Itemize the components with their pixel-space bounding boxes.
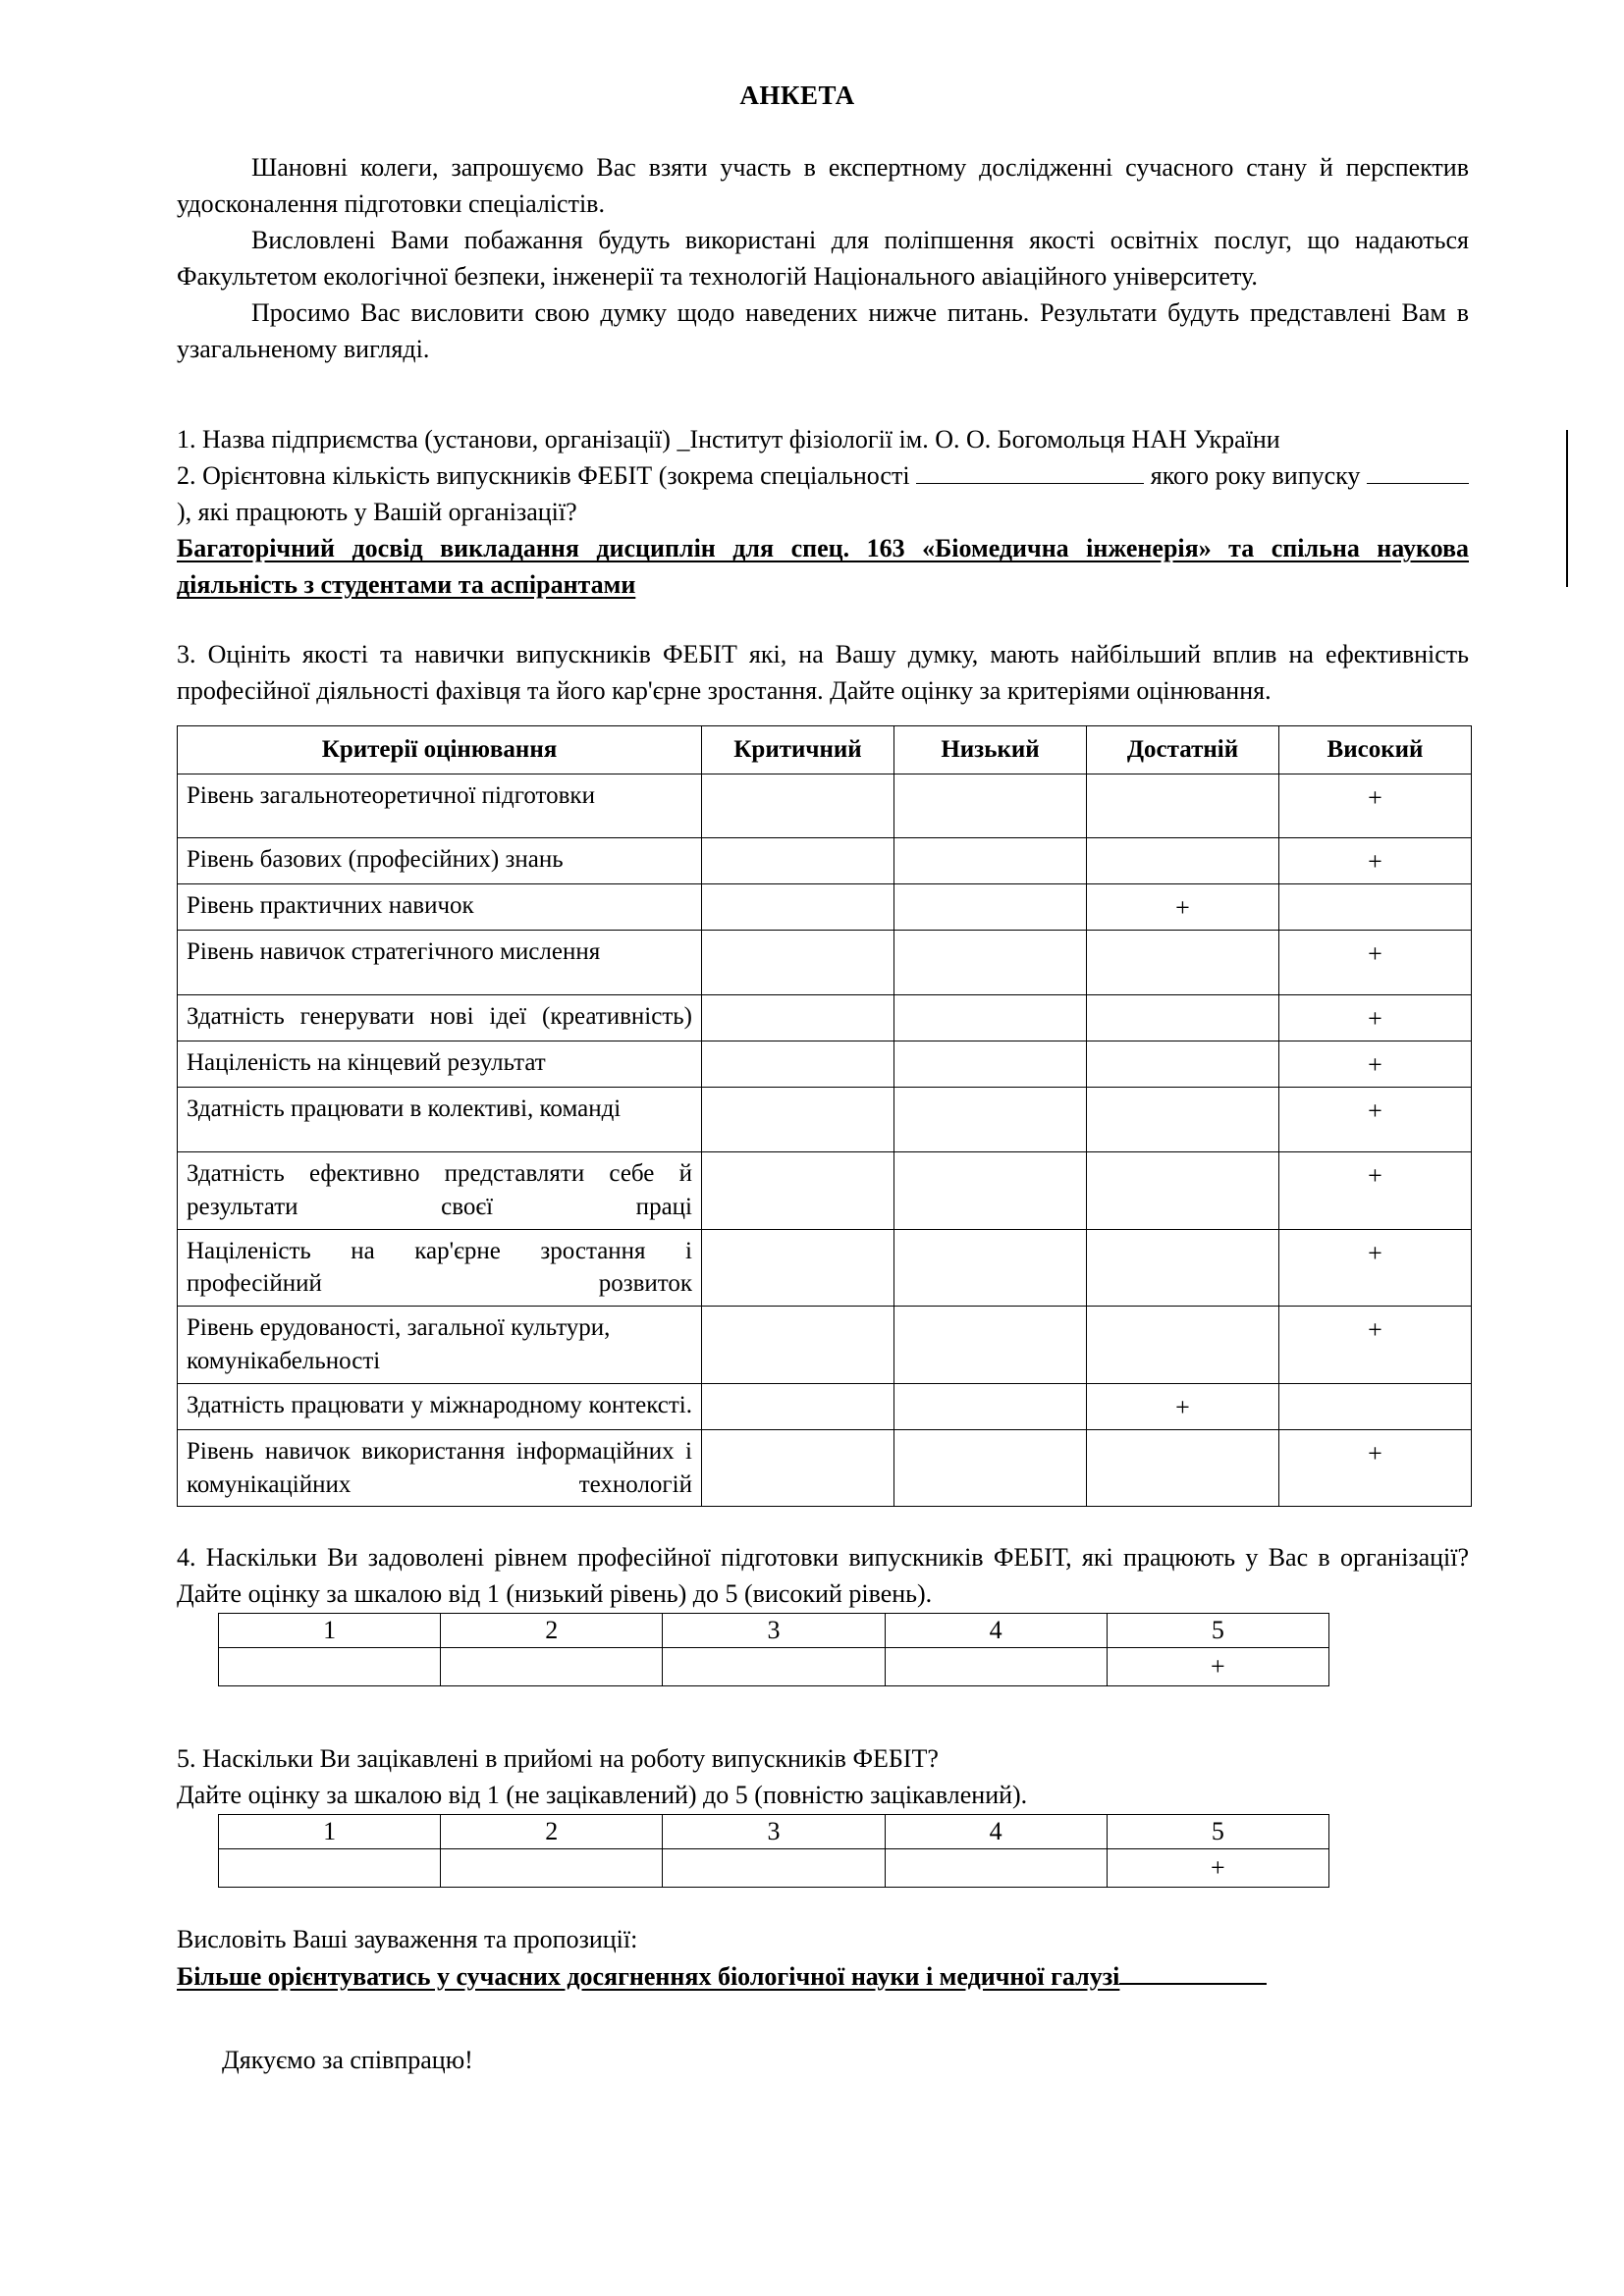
- rating-cell-sufficient[interactable]: +: [1087, 1383, 1279, 1429]
- table-row: [178, 884, 1472, 931]
- question-1-label: Назва підприємства (установи, організації): [202, 425, 671, 454]
- rating-cell-low[interactable]: [894, 1307, 1087, 1384]
- criterion-label: Здатність працювати в колективі, команді: [178, 1088, 702, 1152]
- closing-answer-row: [177, 1958, 1477, 1996]
- criterion-label: Рівень загальнотеоретичної підготовки: [178, 774, 702, 838]
- question-1-number: 1.: [177, 425, 196, 454]
- question-1-answer[interactable]: _Інститут фізіології ім. О. О. Богомольця НАН України: [677, 425, 1280, 454]
- criteria-table-body: [178, 774, 1472, 1507]
- column-header-low: Низький: [894, 725, 1087, 774]
- rating-cell-sufficient[interactable]: +: [1087, 884, 1279, 931]
- table-row: [178, 1307, 1472, 1384]
- rating-cell-critical[interactable]: [702, 838, 894, 884]
- scale-cell-4[interactable]: [885, 1848, 1107, 1887]
- scale-cell-3[interactable]: [663, 1848, 885, 1887]
- question-2: [177, 458, 1477, 531]
- question-2-text-part3: ), які працюють у Вашій організації?: [177, 498, 577, 527]
- rating-cell-sufficient[interactable]: [1087, 931, 1279, 995]
- criterion-label: Рівень базових (професійних) знань: [178, 838, 702, 884]
- rating-cell-low[interactable]: [894, 1088, 1087, 1152]
- question-5-scale-table: [218, 1814, 1329, 1888]
- scale-cell-2[interactable]: [441, 1648, 663, 1686]
- thanks-note: Дякуємо за співпрацю!: [222, 2046, 473, 2075]
- column-header-critical: Критичний: [702, 725, 894, 774]
- rating-cell-high[interactable]: +: [1279, 1229, 1472, 1307]
- table-header-row: [178, 725, 1472, 774]
- question-5-text-line2: Дайте оцінку за шкалою від 1 (не зацікавлений) до 5 (повністю зацікавлений).: [177, 1780, 1028, 1809]
- scale-label-5: 5: [1107, 1814, 1328, 1848]
- rating-cell-low[interactable]: [894, 1229, 1087, 1307]
- column-header-sufficient: Достатній: [1087, 725, 1279, 774]
- rating-cell-high[interactable]: +: [1279, 931, 1472, 995]
- criterion-label: Рівень ерудованості, загальної культури, комунікабельності: [178, 1307, 702, 1384]
- table-row: [178, 1041, 1472, 1088]
- scale-cell-2[interactable]: [441, 1848, 663, 1887]
- scale-cell-5[interactable]: +: [1107, 1648, 1328, 1686]
- question-4-number: 4.: [177, 1543, 196, 1573]
- rating-cell-high[interactable]: +: [1279, 1152, 1472, 1230]
- rating-cell-critical[interactable]: [702, 1041, 894, 1088]
- rating-cell-high[interactable]: +: [1279, 774, 1472, 838]
- question-5-number: 5.: [177, 1744, 196, 1774]
- rating-cell-low[interactable]: [894, 931, 1087, 995]
- question-4-text: Наскільки Ви задоволені рівнем професійної підготовки випускників ФЕБІТ, які працюють у Вас в організації? Дайте оцінку за шкалою від 1 (низький рівень) до 5 (високий рівень).: [177, 1543, 1470, 1609]
- rating-cell-high[interactable]: [1279, 1383, 1472, 1429]
- margin-artifact-line: [1566, 430, 1568, 587]
- intro-paragraph-1: Шановні колеги, запрошуємо Вас взяти участь в експертному дослідженні сучасного стану й перспектив удосконалення підготовки спеціалістів.: [177, 153, 1469, 218]
- intro-section: [177, 150, 1477, 367]
- question-5-scale-values: [219, 1848, 1329, 1887]
- column-header-high: Високий: [1279, 725, 1472, 774]
- rating-cell-high[interactable]: [1279, 884, 1472, 931]
- scale-label-1: 1: [219, 1614, 441, 1648]
- rating-cell-high[interactable]: +: [1279, 995, 1472, 1041]
- criterion-label: Здатність ефективно представляти себе й результати своєї праці: [178, 1152, 702, 1230]
- table-row: [178, 1088, 1472, 1152]
- scale-label-4: 4: [885, 1614, 1107, 1648]
- criterion-label: Рівень практичних навичок: [178, 884, 702, 931]
- rating-cell-sufficient[interactable]: [1087, 1152, 1279, 1230]
- scale-label-5: 5: [1107, 1614, 1328, 1648]
- scale-label-2: 2: [441, 1814, 663, 1848]
- criterion-label: Націленість на кар'єрне зростання і професійний розвиток: [178, 1229, 702, 1307]
- question-5-text-line1: Наскільки Ви зацікавлені в прийомі на роботу випускників ФЕБІТ?: [202, 1744, 939, 1774]
- table-row: [178, 1383, 1472, 1429]
- rating-cell-critical[interactable]: [702, 1307, 894, 1384]
- question-2-year-blank[interactable]: [1367, 461, 1469, 484]
- rating-cell-critical[interactable]: [702, 995, 894, 1041]
- rating-cell-low[interactable]: [894, 838, 1087, 884]
- rating-cell-sufficient[interactable]: [1087, 1229, 1279, 1307]
- scale-label-3: 3: [663, 1814, 885, 1848]
- rating-cell-low[interactable]: [894, 884, 1087, 931]
- rating-cell-sufficient[interactable]: [1087, 1307, 1279, 1384]
- rating-cell-sufficient[interactable]: [1087, 1088, 1279, 1152]
- rating-cell-sufficient[interactable]: [1087, 1429, 1279, 1507]
- question-1: [177, 422, 1477, 458]
- question-4-scale-table: [218, 1613, 1329, 1686]
- rating-cell-low[interactable]: [894, 1041, 1087, 1088]
- question-2-answer[interactable]: Багаторічний досвід викладання дисциплін для спец. 163 «Біомедична інженерія» та спільна наукова діяльність з студентами та аспірантами: [177, 534, 1469, 600]
- scale-cell-3[interactable]: [663, 1648, 885, 1686]
- question-4-scale-labels: [219, 1614, 1329, 1648]
- question-4: [177, 1540, 1477, 1613]
- criterion-label: Рівень навичок стратегічного мислення: [178, 931, 702, 995]
- question-5-line-1: [177, 1741, 1477, 1778]
- question-2-number: 2.: [177, 461, 196, 491]
- table-row: [178, 838, 1472, 884]
- criterion-label: Рівень навичок використання інформаційних і комунікаційних технологій: [178, 1429, 702, 1507]
- criterion-label: Здатність генерувати нові ідеї (креативність): [178, 995, 702, 1041]
- scale-label-1: 1: [219, 1814, 441, 1848]
- table-row: [178, 1152, 1472, 1230]
- question-5-scale-labels: [219, 1814, 1329, 1848]
- rating-cell-low[interactable]: [894, 1429, 1087, 1507]
- rating-cell-high[interactable]: +: [1279, 1429, 1472, 1507]
- scale-cell-4[interactable]: [885, 1648, 1107, 1686]
- rating-cell-low[interactable]: [894, 1152, 1087, 1230]
- intro-paragraph-2: Висловлені Вами побажання будуть використані для поліпшення якості освітніх послуг, що надаються Факультетом екологічної безпеки, інженерії та технологій Національного авіаційного університету.: [177, 225, 1469, 291]
- question-3-number: 3.: [177, 639, 196, 668]
- question-4-scale-values: [219, 1648, 1329, 1686]
- scale-label-2: 2: [441, 1614, 663, 1648]
- question-3: [177, 637, 1477, 710]
- rating-cell-critical[interactable]: [702, 774, 894, 838]
- rating-cell-sufficient[interactable]: [1087, 1041, 1279, 1088]
- criterion-label: Націленість на кінцевий результат: [178, 1041, 702, 1088]
- closing-prompt: Висловіть Ваші зауваження та пропозиції:: [177, 1924, 638, 1953]
- question-3-text: Оцініть якості та навички випускників ФЕБІТ які, на Вашу думку, мають найбільший вплив на ефективність професійної діяльності фахівця та його кар'єрне зростання. Дайте оцінку за критеріями оцінювання.: [177, 639, 1470, 705]
- scale-cell-5[interactable]: +: [1107, 1848, 1328, 1887]
- rating-cell-high[interactable]: +: [1279, 1088, 1472, 1152]
- rating-cell-critical[interactable]: [702, 1152, 894, 1230]
- table-row: [178, 774, 1472, 838]
- rating-cell-critical[interactable]: [702, 1383, 894, 1429]
- intro-paragraph-3: Просимо Вас висловити свою думку щодо наведених нижче питань. Результати будуть представлені Вам в узагальненому вигляді.: [177, 297, 1469, 363]
- rating-cell-high[interactable]: +: [1279, 838, 1472, 884]
- table-row: [178, 995, 1472, 1041]
- question-5-line-2: [177, 1778, 1477, 1814]
- rating-cell-sufficient[interactable]: [1087, 995, 1279, 1041]
- rating-cell-sufficient[interactable]: [1087, 838, 1279, 884]
- table-row: [178, 931, 1472, 995]
- scale-cell-1[interactable]: [219, 1648, 441, 1686]
- rating-cell-low[interactable]: [894, 774, 1087, 838]
- page-title: АНКЕТА: [739, 80, 855, 110]
- scale-label-3: 3: [663, 1614, 885, 1648]
- rating-cell-critical[interactable]: [702, 931, 894, 995]
- table-row: [178, 1429, 1472, 1507]
- rating-cell-low[interactable]: [894, 1383, 1087, 1429]
- rating-cell-high[interactable]: +: [1279, 1041, 1472, 1088]
- closing-section: [177, 1921, 1477, 2079]
- question-2-text-part2: якого року випуску: [1150, 461, 1361, 491]
- rating-cell-critical[interactable]: [702, 884, 894, 931]
- scale-cell-1[interactable]: [219, 1848, 441, 1887]
- rating-cell-critical[interactable]: [702, 1429, 894, 1507]
- rating-cell-low[interactable]: [894, 995, 1087, 1041]
- rating-cell-critical[interactable]: [702, 1229, 894, 1307]
- question-2-answer-row: [177, 531, 1477, 604]
- scale-label-4: 4: [885, 1814, 1107, 1848]
- criterion-label: Здатність працювати у міжнародному контексті.: [178, 1383, 702, 1429]
- question-2-text-part1: Орієнтовна кількість випускників ФЕБІТ (зокрема спеціальності: [202, 461, 910, 491]
- criteria-rating-table: [177, 725, 1472, 1507]
- rating-cell-sufficient[interactable]: [1087, 774, 1279, 838]
- rating-cell-critical[interactable]: [702, 1088, 894, 1152]
- table-row: [178, 1229, 1472, 1307]
- question-2-specialty-blank[interactable]: [916, 461, 1144, 484]
- closing-answer[interactable]: Більше орієнтуватись у сучасних досягненнях біологічної науки і медичної галузі: [177, 1961, 1120, 1991]
- column-header-criterion: Критерії оцінювання: [178, 725, 702, 774]
- rating-cell-high[interactable]: +: [1279, 1307, 1472, 1384]
- closing-answer-blank[interactable]: [1119, 1963, 1267, 1985]
